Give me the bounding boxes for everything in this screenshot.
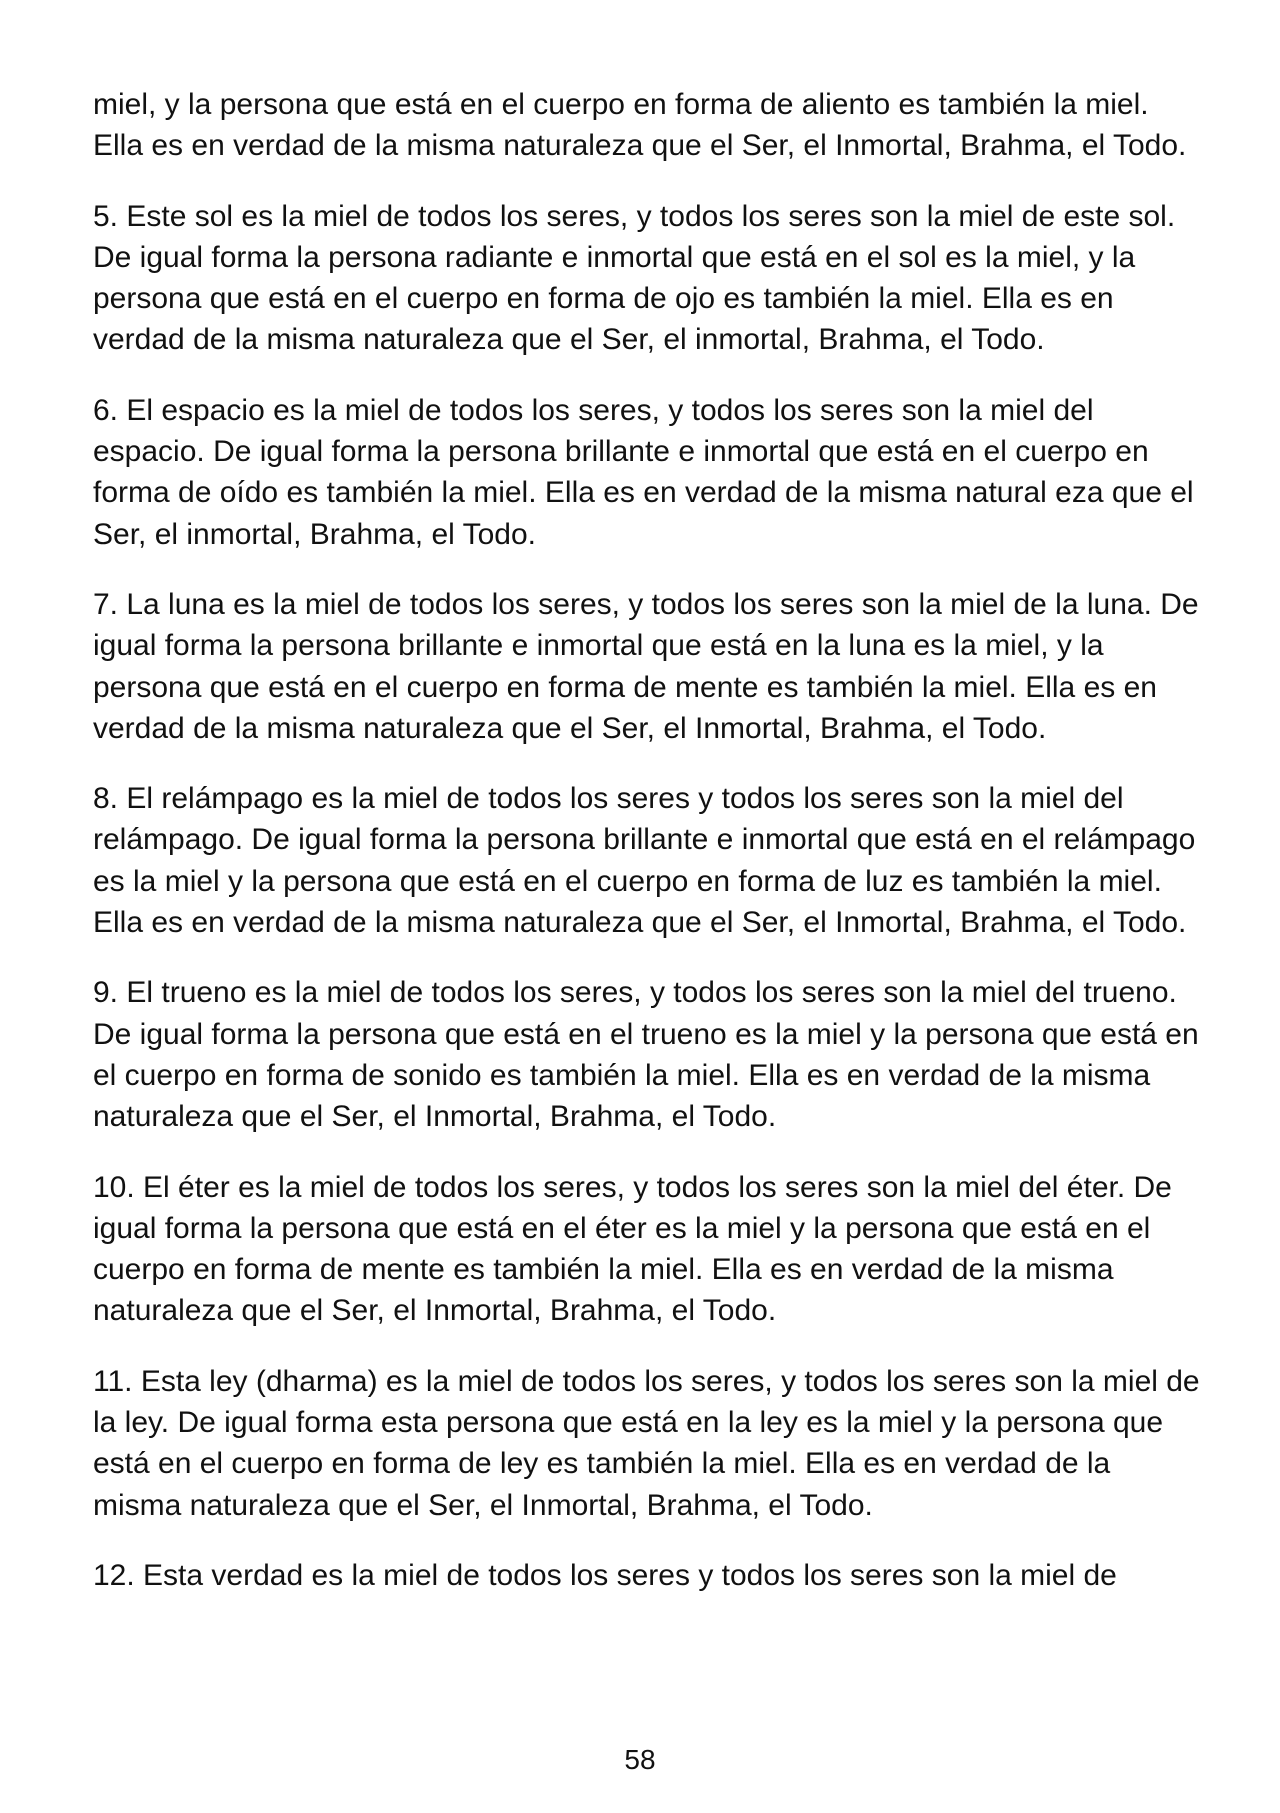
paragraph-6: 6. El espacio es la miel de todos los seres, y todos los seres son la miel del espacio. De igual forma la persona brillante e inmortal que está en el cuerpo en forma de oído es también la miel. Ella es en verdad de la misma natural eza que el Ser, el inmortal, Brahma, el Todo. <box>93 393 1194 551</box>
paragraph-9: 9. El trueno es la miel de todos los seres, y todos los seres son la miel del trueno. De igual forma la persona que está en el trueno es la miel y la persona que está en el cuerpo en forma de sonido es también la miel. Ella es en verdad de la misma naturaleza que el Ser, el Inmortal, Brahma, el Todo. <box>93 976 1199 1134</box>
paragraph-continuation: miel, y la persona que está en el cuerpo en forma de aliento es también la miel. Ella es en verdad de la misma naturaleza que el Ser, el Inmortal, Brahma, el Todo. <box>93 88 1187 163</box>
paragraph-10: 10. El éter es la miel de todos los seres, y todos los seres son la miel del éter. De igual forma la persona que está en el éter es la miel y la persona que está en el cuerpo en forma de mente es también la miel. Ella es en verdad de la misma naturaleza que el Ser, el Inmortal, Brahma, el Todo. <box>93 1170 1172 1328</box>
paragraph-5: 5. Este sol es la miel de todos los seres, y todos los seres son la miel de este sol. De igual forma la persona radiante e inmortal que está en el sol es la miel, y la persona que está en el cuerpo en forma de ojo es también la miel. Ella es en verdad de la misma naturaleza que el Ser, el inmortal, Brahma, el Todo. <box>93 199 1176 357</box>
paragraph-11: 11. Esta ley (dharma) es la miel de todos los seres, y todos los seres son la miel de la ley. De igual forma esta persona que está en la ley es la miel y la persona que está en el cuerpo en forma de ley es también la miel. Ella es en verdad de la misma naturaleza que el Ser, el Inmortal, Brahma, el Todo. <box>93 1364 1200 1522</box>
page-number: 58 <box>624 1744 656 1775</box>
paragraph-12: 12. Esta verdad es la miel de todos los seres y todos los seres son la miel de <box>93 1558 1117 1592</box>
paragraph-7: 7. La luna es la miel de todos los seres, y todos los seres son la miel de la luna. De igual forma la persona brillante e inmortal que está en la luna es la miel, y la persona que está en el cuerpo en forma de mente es también la miel. Ella es en verdad de la misma naturaleza que el Ser, el Inmortal, Brahma, el Todo. <box>93 587 1199 745</box>
paragraph-8: 8. El relámpago es la miel de todos los seres y todos los seres son la miel del relámpago. De igual forma la persona brillante e inmortal que está en el relámpago es la miel y la persona que está en el cuerpo en forma de luz es también la miel. Ella es en verdad de la misma naturaleza que el Ser, el Inmortal, Brahma, el Todo. <box>93 782 1196 940</box>
body-text <box>93 84 1203 1625</box>
